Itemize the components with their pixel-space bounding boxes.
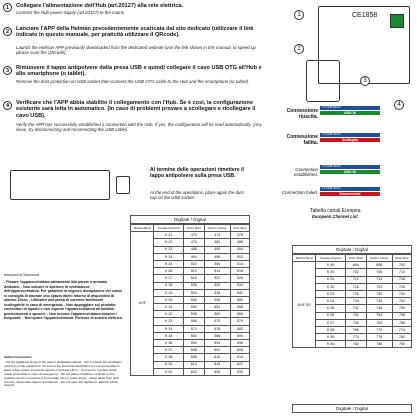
table-eu-cell: 738 <box>366 298 392 305</box>
table-it-cell: 534 <box>183 289 204 296</box>
table-it-cell: 518 <box>183 275 204 282</box>
usb-ok-bar-en: USB OK <box>320 170 380 174</box>
table-it-cell: K 21 <box>154 232 183 239</box>
table-it-cell: 598 <box>230 340 249 347</box>
table-it-cell: K 32 <box>154 311 183 318</box>
table-eu-cell: 766 <box>392 319 411 326</box>
table-eu-cell: 786 <box>366 341 392 348</box>
table-it-cell: K 39 <box>154 361 183 368</box>
table-it-cell: 478 <box>230 232 249 239</box>
table-it-cell: 542 <box>183 296 204 303</box>
table-eu-header: Inizio Start <box>345 255 366 262</box>
table-eu-cell: K 58 <box>316 326 345 333</box>
step-1-title: Collegare l'alimentazione dell'Hub (art.20127) alla rete elettrica. <box>16 3 184 9</box>
table-it-cell: 478 <box>183 239 204 246</box>
table-it-cell: 570 <box>204 318 230 325</box>
table-it-cell: 522 <box>204 275 230 282</box>
table-it-cell: K 28 <box>154 282 183 289</box>
table-it-cell: 526 <box>230 275 249 282</box>
channel-table-it <box>130 224 250 376</box>
table-it-cell: 614 <box>230 354 249 361</box>
table-it-cell: 494 <box>230 246 249 253</box>
table-it-header: Inizio Start <box>183 225 204 232</box>
safety-title: Istruzioni di Sicurezza <box>4 273 39 277</box>
table-eu-cell: 710 <box>392 269 411 276</box>
circle-label-2: 2 <box>294 44 304 54</box>
table-it-cell: 542 <box>230 289 249 296</box>
table-it-cell: 630 <box>230 368 249 375</box>
table-it-cell: 626 <box>204 368 230 375</box>
table-it-cell: 490 <box>204 246 230 253</box>
table-it-cell: 506 <box>204 260 230 267</box>
table-it-cell: 622 <box>183 368 204 375</box>
table-eu-cell: 718 <box>345 283 366 290</box>
table-it-header: Centro Center <box>204 225 230 232</box>
table-eu-cell: 742 <box>392 298 411 305</box>
table-eu-cell: 754 <box>366 312 392 319</box>
table-it-cell: 514 <box>204 268 230 275</box>
table-eu-header: Canale Channel <box>316 255 345 262</box>
table-eu-cell: 790 <box>392 341 411 348</box>
hub-bar-fail: TV HUB 20127 <box>320 133 380 137</box>
table-it-cell: 502 <box>183 260 204 267</box>
table-eu-cell: 726 <box>345 290 366 297</box>
table-it-cell: 610 <box>204 354 230 361</box>
step-3-number: 3 <box>3 66 12 75</box>
table-eu-cell: K 59 <box>316 334 345 341</box>
table-it-cell: 486 <box>183 246 204 253</box>
table-eu-cell: 694 <box>345 262 366 269</box>
table-it-cell: K 35 <box>154 332 183 339</box>
table-it-cell: 474 <box>204 232 230 239</box>
table-it-cell: 538 <box>204 289 230 296</box>
table-it-cell: 494 <box>183 253 204 260</box>
table-eu-header: Banda Band <box>293 255 316 262</box>
step-2-number: 2 <box>3 27 12 36</box>
table-it-cell: K 34 <box>154 325 183 332</box>
table-it-cell: 598 <box>183 347 204 354</box>
table-it-cell: 510 <box>183 268 204 275</box>
disconnected-bar: Disconnected <box>320 192 380 196</box>
table-eu-cell: 730 <box>366 290 392 297</box>
table-eu-cell: 782 <box>345 341 366 348</box>
device-power-icon <box>390 14 404 28</box>
table-it-cell: 566 <box>230 311 249 318</box>
table-it-cell: 590 <box>183 340 204 347</box>
table-eu-cell: 774 <box>345 334 366 341</box>
table-eu-cell: 698 <box>366 262 392 269</box>
table-eu-cell: 718 <box>392 276 411 283</box>
table-it-cell: 510 <box>230 260 249 267</box>
step-4-number: 4 <box>3 101 12 110</box>
table-eu-cell: 726 <box>392 283 411 290</box>
table-it-cell: K 25 <box>154 260 183 267</box>
table-row <box>131 232 250 239</box>
usb-socket-illustration <box>116 176 130 194</box>
table-it-cell: K 37 <box>154 347 183 354</box>
table-it-cell: 558 <box>183 311 204 318</box>
table-eu-cell: 734 <box>392 290 411 297</box>
table-eu-cell: K 52 <box>316 283 345 290</box>
table-eu-cell: K 53 <box>316 290 345 297</box>
table-it-header: Canale Channel <box>154 225 183 232</box>
connection-ok-it: Connessione riuscita. <box>286 108 318 120</box>
table-eu-header: Centro Center <box>366 255 392 262</box>
hub-bar-en-fail: TV HUB 20127 <box>320 187 380 191</box>
table-it-cell: 498 <box>204 253 230 260</box>
table-it-cell: 550 <box>230 296 249 303</box>
table-it-cell: 518 <box>230 268 249 275</box>
table-it-cell: 558 <box>230 304 249 311</box>
safety-en-title: Safety Instructions <box>4 355 32 359</box>
table-it-cell: 622 <box>230 361 249 368</box>
step-1-number: 1 <box>3 3 12 12</box>
final-note-it: Al termine delle operazioni rimettere il tappo antipolvere sulla presa USB. <box>150 167 244 180</box>
step-4-subtitle: Verify the APP has successfully established a connection with the Hub. If yes, the configuration will be read automatically. (Any issue, try disconnecting and reconnecting the USB cable). <box>16 122 262 133</box>
circle-label-1: 1 <box>294 10 304 20</box>
table-eu-cell: K 60 <box>316 341 345 348</box>
table-it-cell: 486 <box>230 239 249 246</box>
table-eu-cell: K 54 <box>316 298 345 305</box>
step-3-subtitle: Remove the dust protection on USB socket then connect the USB OTG cable to the Hub and the smartphone (or tablet). <box>16 79 250 84</box>
circle-label-3: 3 <box>360 76 370 86</box>
table-it-caption: Digitale / Digital <box>130 215 250 224</box>
table-it-cell: 606 <box>230 347 249 354</box>
table-it-cell: K 30 <box>154 296 183 303</box>
table-it-cell: 502 <box>230 253 249 260</box>
table-eu-cell: 710 <box>345 276 366 283</box>
table-it-cell: 606 <box>183 354 204 361</box>
usb-ok-bar: USB OK <box>320 111 380 115</box>
table-it-cell: K 27 <box>154 275 183 282</box>
table-it-cell: 550 <box>183 304 204 311</box>
table-eu-subtitle: European Channel List <box>312 214 358 219</box>
table-eu-cell: 774 <box>392 326 411 333</box>
table-it-cell: K 31 <box>154 304 183 311</box>
table-it-cell: K 38 <box>154 354 183 361</box>
hub-cable-illustration <box>10 170 110 200</box>
table-eu-cell: K 49 <box>316 262 345 269</box>
table-eu-cell: K 56 <box>316 312 345 319</box>
hub-bar-en: TV HUB 20127 <box>320 165 380 169</box>
table-it-cell: 582 <box>183 332 204 339</box>
scollegato-bar: Scollegato <box>320 138 380 142</box>
table-eu-cell: K 55 <box>316 305 345 312</box>
table-eu-cell: 734 <box>345 298 366 305</box>
table-it-cell: 618 <box>204 361 230 368</box>
table-it-cell: 614 <box>183 361 204 368</box>
device-label: CE1858 <box>352 12 378 19</box>
table-eu-cell: 742 <box>345 305 366 312</box>
table-it-cell: 526 <box>183 282 204 289</box>
table-eu-cell: 702 <box>345 269 366 276</box>
table-it-cell: 534 <box>230 282 249 289</box>
table-it-cell: K 33 <box>154 318 183 325</box>
table-it-cell: 574 <box>230 318 249 325</box>
smartphone-illustration <box>306 60 340 102</box>
table-eu-header: Fine Stop <box>392 255 411 262</box>
table-eu-cell: 750 <box>345 312 366 319</box>
final-note-en: At the end of the operations, place again the dust cap on the USB socket. <box>150 190 244 201</box>
table-it-header: Banda Band <box>131 225 154 232</box>
safety-en: - Fix the appliance firmly to the wall or dedicated cabinet; - Do not block the ventilation openings of the equipment. To ensure the best heat dissipation it is recommended to leave a free space around the device of at least 15cm; - Connect to a power outlet easily accessible in case of emergency; - Do not place containers of liquid on the product and do not expose it to humidity, rain or water drops; - Keep away from heat sources, flammable objects and flames; - Do not open the appliance. Electric shock hazard. <box>4 360 122 388</box>
table-eu-caption-2: Digitale / Digital <box>292 404 412 413</box>
table-eu-cell: 702 <box>392 262 411 269</box>
table-it-cell: 482 <box>204 239 230 246</box>
table-it-cell: 566 <box>183 318 204 325</box>
channel-table-eu <box>292 254 412 348</box>
table-it-cell: 530 <box>204 282 230 289</box>
step-2-subtitle: Launch the Helman APP previously downloaded from the dedicated website (use the link shown in this manual, to speed up please scan the QRcode). <box>16 45 256 56</box>
table-eu-cell: 714 <box>366 276 392 283</box>
table-it-cell: 590 <box>230 332 249 339</box>
step-2-title: Lanciare l'APP della Helman precedentemente scaricata dal sito dedicato (utilizzare il link indicato in questo manuale, per praticità utilizzare il QRcode). <box>16 26 254 39</box>
table-eu-cell: 758 <box>392 312 411 319</box>
table-it-cell: K 40 <box>154 368 183 375</box>
step-4-title: Verificare che l'APP abbia stabilito il collegamento con l'Hub. Se è così, la configurazione esistente sarà letta in automatico. (In caso di problemi provare a scollegare e ricollegare il cavo USB). <box>16 100 256 119</box>
table-it-cell: 470 <box>183 232 204 239</box>
table-eu-cell: 762 <box>366 319 392 326</box>
hub-bar: TV HUB 20127 <box>320 106 380 110</box>
table-eu-cell: 706 <box>366 269 392 276</box>
table-it-cell: K 26 <box>154 268 183 275</box>
step-3-title: Rimuovere il tappo antipolvere dalla presa USB e quindi collegare il cavo USB OTG all'Hub e allo smartphone (o tablet). <box>16 65 262 78</box>
table-it-cell: 602 <box>204 347 230 354</box>
connection-ok-en: Connection established. <box>293 167 318 178</box>
table-it-cell: 554 <box>204 304 230 311</box>
table-it-cell: 574 <box>183 325 204 332</box>
table-it-header: Fine Stop <box>230 225 249 232</box>
table-eu-cell: 750 <box>392 305 411 312</box>
table-eu-cell: 746 <box>366 305 392 312</box>
table-eu-cell: K 51 <box>316 276 345 283</box>
table-it-cell: 562 <box>204 311 230 318</box>
safety-it: - Fissare l'apparecchiatura saldamente alla parete o armadio dedicato; - Non ostruire le aperture di ventilazione dell'apparecchiatura. Per garantire la migliore dissipazione del calore si consiglia di lasciare uno spazio libero intorno al dispositivo di almeno 15cm; - Utilizzare una presa di corrente facilmente scollegabile in caso di emergenza; - Non appoggiare sul prodotto contenitori di liquido e non esporre l'apparecchiatura all'umidità, gocciolamenti o spruzzi; - Non toccare l'apparecchiatura durante i temporali; - Non aprire l'apparecchiatura. Pericolo di scarica elettrica. <box>4 280 123 320</box>
step-1-subtitle: Connect the Hub power supply (art.20127) to the mains. <box>16 10 126 15</box>
table-it-cell: K 23 <box>154 246 183 253</box>
table-eu-cell: 722 <box>366 283 392 290</box>
table-eu-title: Tabella canali Europea <box>310 208 361 214</box>
table-eu-cell: K 57 <box>316 319 345 326</box>
circle-label-4: 4 <box>394 100 404 110</box>
table-eu-cell: 778 <box>366 334 392 341</box>
table-it-cell: 586 <box>204 332 230 339</box>
table-eu-cell: 770 <box>366 326 392 333</box>
table-it-band-cell: UHF <box>131 232 154 376</box>
table-eu-cell: 758 <box>345 319 366 326</box>
table-it-cell: K 24 <box>154 253 183 260</box>
table-it-cell: K 36 <box>154 340 183 347</box>
table-eu-band-cell: UHF 5G <box>293 262 316 348</box>
table-it-cell: 546 <box>204 296 230 303</box>
table-eu-cell: 782 <box>392 334 411 341</box>
table-row <box>293 262 412 269</box>
table-it-cell: K 29 <box>154 289 183 296</box>
table-it-cell: 582 <box>230 325 249 332</box>
table-eu-cell: K 50 <box>316 269 345 276</box>
table-it-cell: 594 <box>204 340 230 347</box>
table-it-cell: 578 <box>204 325 230 332</box>
table-it-cell: K 22 <box>154 239 183 246</box>
connection-fail-en: Connection failed. <box>281 190 318 195</box>
table-eu-cell: 766 <box>345 326 366 333</box>
connection-fail-it: Connessione fallita. <box>286 134 318 146</box>
table-eu-caption: Digitale / Digital <box>292 245 412 254</box>
